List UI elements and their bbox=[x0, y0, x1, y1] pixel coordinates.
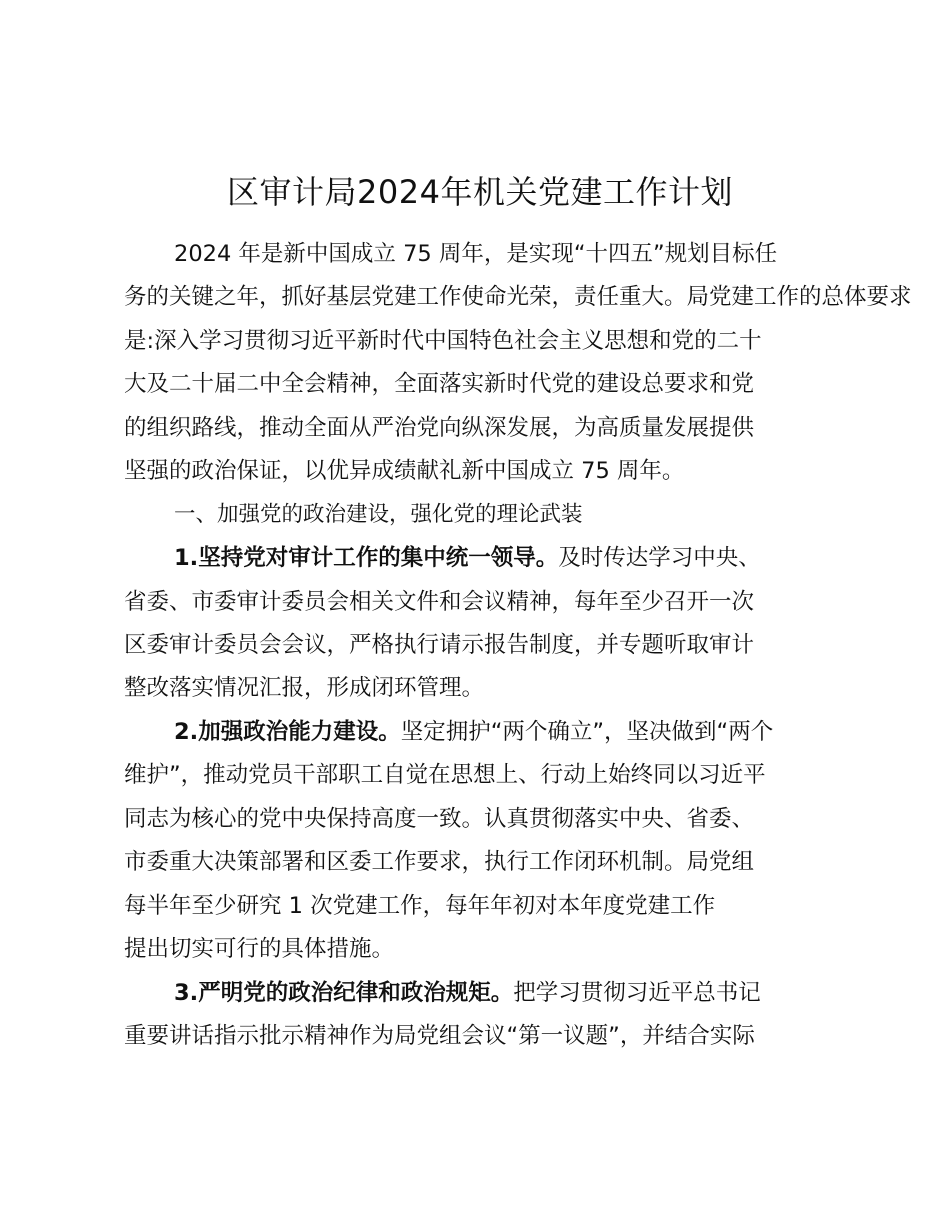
item2-line-4: 市委重大决策部署和区委工作要求，执行工作闭环机制。局党组 bbox=[124, 849, 755, 875]
item2-first-rest: 坚定拥护“两个确立”，坚决做到“两个 bbox=[400, 719, 774, 745]
item2-line-6: 提出切实可行的具体措施。 bbox=[124, 936, 395, 962]
item2-line-3: 同志为核心的党中央保持高度一致。认真贯彻落实中央、省委、 bbox=[124, 806, 755, 832]
intro-line-5: 的组织路线，推动全面从严治党向纵深发展，为高质量发展提供 bbox=[124, 415, 755, 441]
item1-title: 1.坚持党对审计工作的集中统一领导。 bbox=[174, 545, 559, 571]
item2-title: 2.加强政治能力建设。 bbox=[174, 719, 401, 745]
item2-first-line bbox=[174, 716, 773, 748]
item1-first-line bbox=[174, 542, 761, 574]
item1-line-3: 区委审计委员会会议，严格执行请示报告制度，并专题听取审计 bbox=[124, 632, 755, 658]
intro-line-4: 大及二十届二中全会精神，全面落实新时代党的建设总要求和党 bbox=[124, 371, 755, 397]
intro-line-1: 2024 年是新中国成立 75 周年，是实现“十四五”规划目标任 bbox=[174, 241, 778, 267]
item1-line-2: 省委、市委审计委员会相关文件和会议精神，每年至少召开一次 bbox=[124, 589, 755, 615]
item3-title: 3.严明党的政治纪律和政治规矩。 bbox=[174, 980, 514, 1006]
item3-line-2: 重要讲话指示批示精神作为局党组会议“第一议题”，并结合实际 bbox=[124, 1023, 755, 1049]
item2-line-2: 维护”，推动党员干部职工自觉在思想上、行动上始终同以习近平 bbox=[124, 762, 766, 788]
item2-line-5: 每半年至少研究 1 次党建工作，每年年初对本年度党建工作 bbox=[124, 893, 716, 919]
intro-line-3: 是:深入学习贯彻习近平新时代中国特色社会主义思想和党的二十 bbox=[124, 328, 762, 354]
document-title: 区审计局2024年机关党建工作计划 bbox=[227, 173, 733, 211]
item3-first-line bbox=[174, 977, 761, 1009]
item3-first-rest: 把学习贯彻习近平总书记 bbox=[513, 980, 761, 1006]
intro-line-2: 务的关键之年，抓好基层党建工作使命光荣，责任重大。局党建工作的总体要求 bbox=[124, 284, 912, 310]
section-heading-1: 一、加强党的政治建设，强化党的理论武装 bbox=[174, 502, 583, 527]
item1-first-rest: 及时传达学习中央、 bbox=[558, 545, 761, 571]
intro-line-6: 坚强的政治保证，以优异成绩献礼新中国成立 75 周年。 bbox=[124, 458, 685, 484]
item1-line-4: 整改落实情况汇报，形成闭环管理。 bbox=[124, 675, 485, 701]
